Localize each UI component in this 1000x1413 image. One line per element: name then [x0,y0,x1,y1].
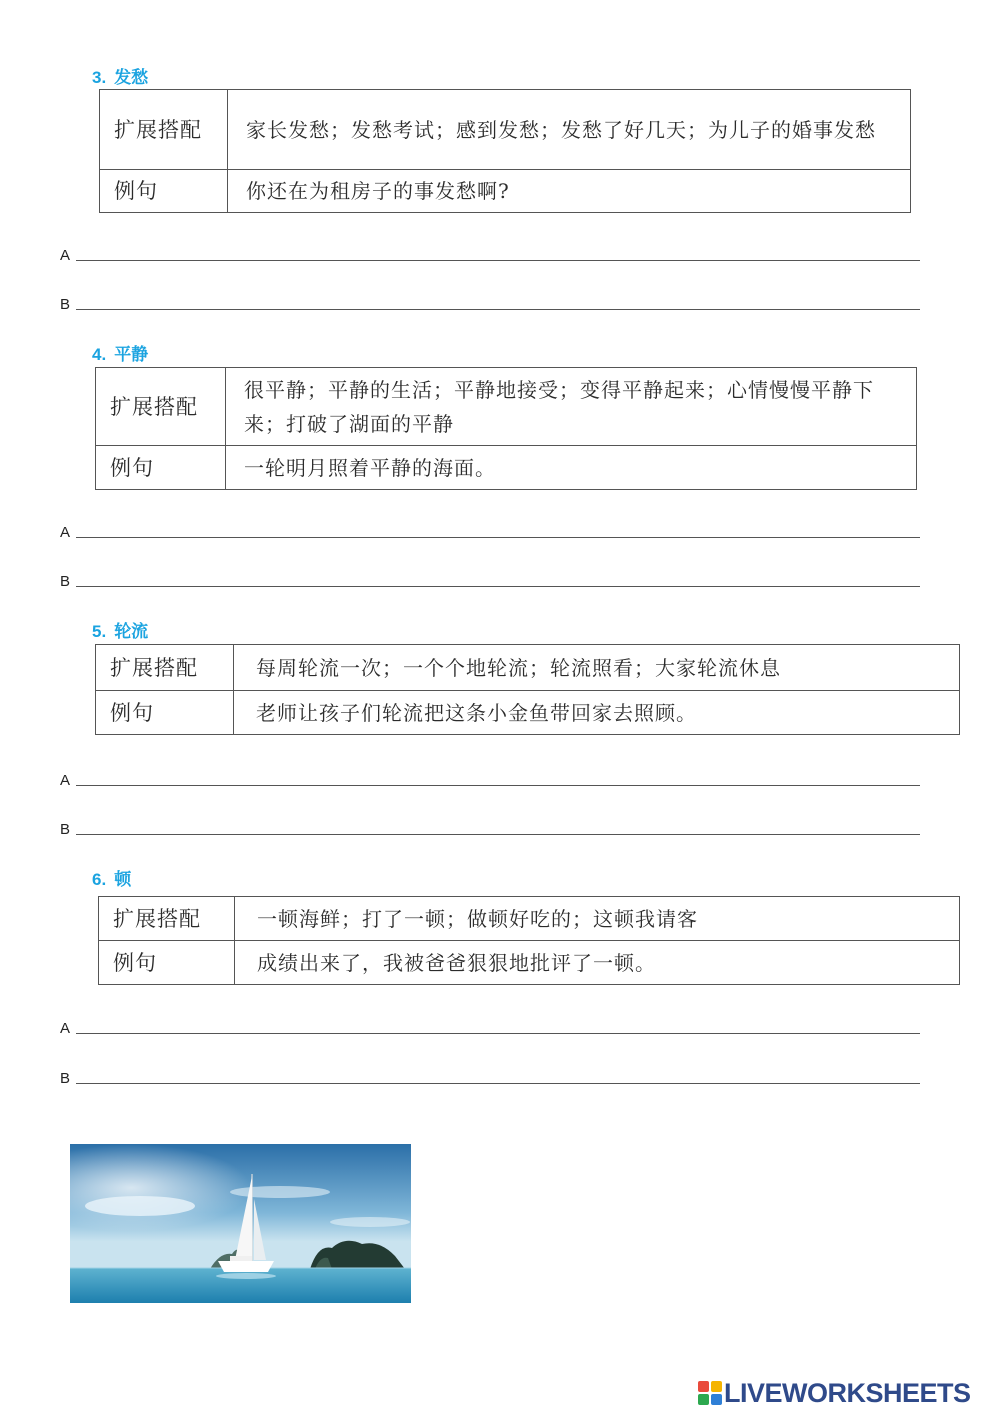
example-label: 例句 [99,941,235,985]
answer-letter: B [60,821,71,838]
section-word: 平静 [114,345,149,364]
answer-letter: A [60,524,71,541]
collocation-label: 扩展搭配 [100,90,228,170]
sailboat-photo [70,1144,411,1303]
collocation-text: 每周轮流一次；一个个地轮流；轮流照看；大家轮流休息 [234,645,960,691]
section-number: 4. [92,345,107,364]
answer-letter: A [60,1020,71,1037]
answer-letter: A [60,772,71,789]
collocation-text: 家长发愁；发愁考试；感到发愁；发愁了好几天；为儿子的婚事发愁 [228,90,911,170]
example-label: 例句 [96,691,234,735]
section-word: 轮流 [114,622,149,641]
vocab-table [95,644,960,735]
vocab-table [98,896,960,985]
answer-rule[interactable] [76,785,920,786]
answer-rule[interactable] [76,260,920,261]
example-text: 你还在为租房子的事发愁啊? [228,170,911,213]
section-heading [92,865,131,890]
collocation-label: 扩展搭配 [99,897,235,941]
section-heading [92,63,148,88]
section-number: 5. [92,622,107,641]
example-text: 老师让孩子们轮流把这条小金鱼带回家去照顾。 [234,691,960,735]
liveworksheets-logo [698,1378,971,1408]
answer-rule[interactable] [76,537,920,538]
example-label: 例句 [96,446,226,490]
example-text: 成绩出来了，我被爸爸狠狠地批评了一顿。 [235,941,960,985]
collocation-text: 很平静；平静的生活；平静地接受；变得平静起来；心情慢慢平静下来；打破了湖面的平静 [226,368,917,446]
section-number: 6. [92,870,107,889]
section-number: 3. [92,68,107,87]
section-heading [92,340,148,365]
answer-rule[interactable] [76,1083,920,1084]
answer-rule[interactable] [76,586,920,587]
collocation-text: 一顿海鲜；打了一顿；做顿好吃的；这顿我请客 [235,897,960,941]
answer-letter: B [60,296,71,313]
example-text: 一轮明月照着平静的海面。 [226,446,917,490]
example-label: 例句 [100,170,228,213]
section-heading [92,617,148,642]
collocation-label: 扩展搭配 [96,368,226,446]
brand-name: LIVEWORKSHEETS [724,1377,971,1408]
answer-rule[interactable] [76,309,920,310]
section-word: 顿 [114,870,132,889]
liveworksheets-logo-icon [698,1381,722,1405]
answer-letter: B [60,1070,71,1087]
answer-letter: B [60,573,71,590]
section-word: 发愁 [114,68,149,87]
vocab-table [95,367,917,490]
vocab-table [99,89,911,213]
answer-rule[interactable] [76,834,920,835]
collocation-label: 扩展搭配 [96,645,234,691]
answer-rule[interactable] [76,1033,920,1034]
sailboat-image [70,1144,411,1303]
answer-letter: A [60,247,71,264]
